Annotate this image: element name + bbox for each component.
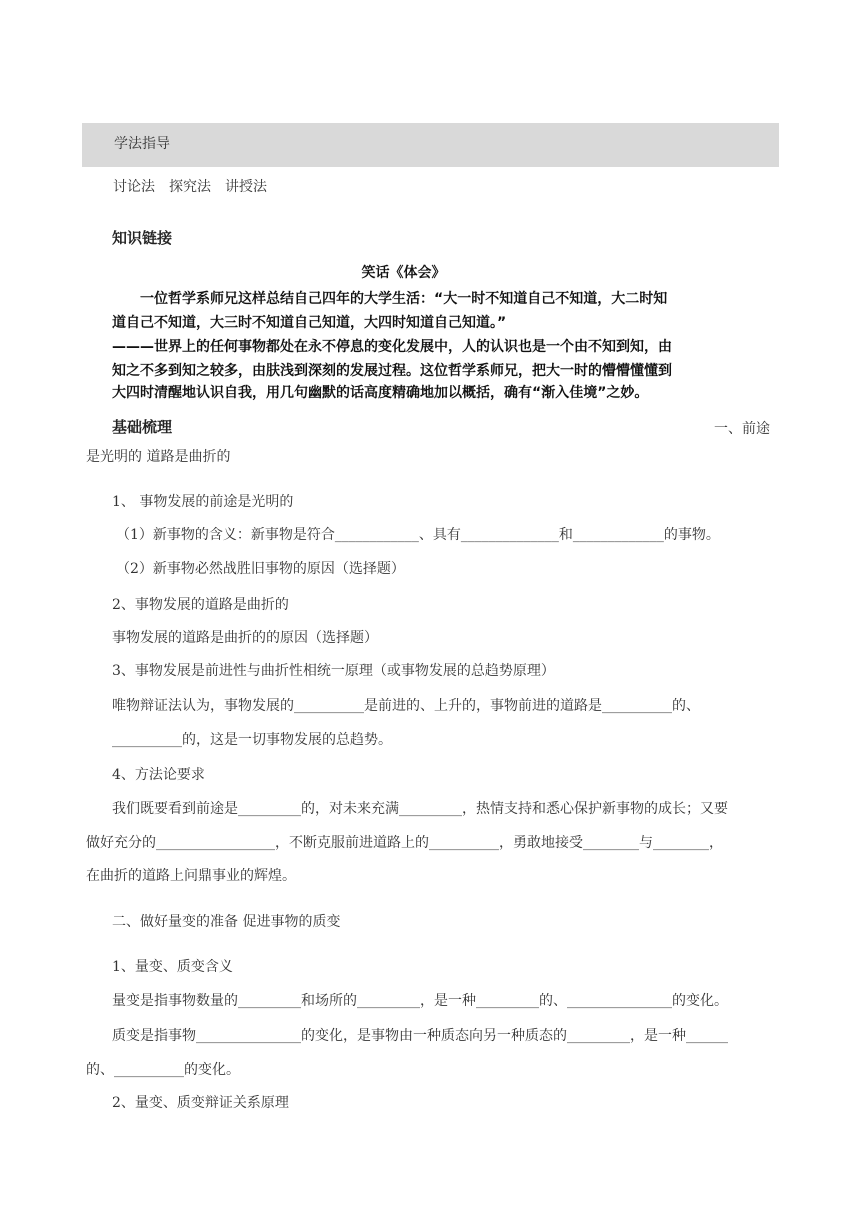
new-thing-reason: （2）新事物必然战胜旧事物的原因（选择题） — [116, 561, 405, 577]
item-1-quantity-quality: 1、量变、质变含义 — [112, 959, 233, 975]
methodology-text-3: 在曲折的道路上问鼎事业的辉煌。 — [86, 868, 296, 884]
section1-title-part2: 是光明的 道路是曲折的 — [86, 449, 231, 465]
section1-title-part1: 一、前途 — [714, 421, 770, 437]
basics-heading: 基础梳理 — [112, 418, 173, 436]
joke-line: 知之不多到知之较多，由肤浅到深刻的发展过程。这位哲学系师兄，把大一时的懵懵懂懂到 — [112, 363, 672, 379]
item-2-dialectical-relation: 2、量变、质变辩证关系原理 — [112, 1095, 289, 1111]
methodology-text-2: 做好充分的_________________，不断克服前进道路上的__________，勇敢地接受________与________， — [86, 835, 723, 851]
joke-line: 大四时清醒地认识自我，用几句幽默的话高度精确地加以概括，确有“渐入佳境”之妙。 — [112, 385, 649, 401]
methodology-text-1: 我们既要看到前途是_________的，对未来充满_________，热情支持和悉心保护新事物的成长；又要 — [112, 801, 728, 817]
joke-line: ———世界上的任何事物都处在永不停息的变化发展中，人的认识也是一个由不知到知，由 — [112, 339, 672, 355]
joke-title: 笑话《体会》 — [361, 265, 446, 281]
item-2-heading: 2、事物发展的道路是曲折的 — [112, 597, 289, 613]
qualitative-change-definition-cont: 的、__________的变化。 — [86, 1062, 240, 1078]
study-guide-banner — [82, 123, 779, 167]
item-3-heading: 3、事物发展是前进性与曲折性相统一原理（或事物发展的总趋势原理） — [112, 663, 555, 679]
dialectics-text-1: 唯物辩证法认为，事物发展的__________是前进的、上升的，事物前进的道路是__________的、 — [112, 698, 700, 714]
winding-reason: 事物发展的道路是曲折的的原因（选择题） — [112, 630, 378, 646]
new-thing-definition: （1）新事物的含义：新事物是符合____________、具有______________和_____________的事物。 — [116, 527, 720, 543]
joke-excerpt — [108, 258, 699, 400]
item-1-heading: 1、 事物发展的前途是光明的 — [112, 494, 294, 510]
knowledge-link-heading: 知识链接 — [112, 229, 173, 247]
joke-line: 一位哲学系师兄这样总结自己四年的大学生活：“大一时不知道自己不知道，大二时知 — [112, 291, 668, 307]
dialectics-text-2: __________的，这是一切事物发展的总趋势。 — [112, 732, 392, 748]
study-guide-title: 学法指导 — [114, 136, 170, 152]
qualitative-change-definition: 质变是指事物_______________的变化，是事物由一种质态向另一种质态的_________，是一种______ — [112, 1028, 728, 1044]
section2-title: 二、做好量变的准备 促进事物的质变 — [112, 914, 341, 930]
quantitative-change-definition: 量变是指事物数量的_________和场所的_________，是一种_________的、_______________的变化。 — [112, 993, 728, 1009]
study-methods: 讨论法 探究法 讲授法 — [113, 179, 267, 195]
joke-line: 道自己不知道，大三时不知道自己知道，大四时知道自己知道。” — [112, 315, 507, 331]
item-4-heading: 4、方法论要求 — [112, 767, 205, 783]
